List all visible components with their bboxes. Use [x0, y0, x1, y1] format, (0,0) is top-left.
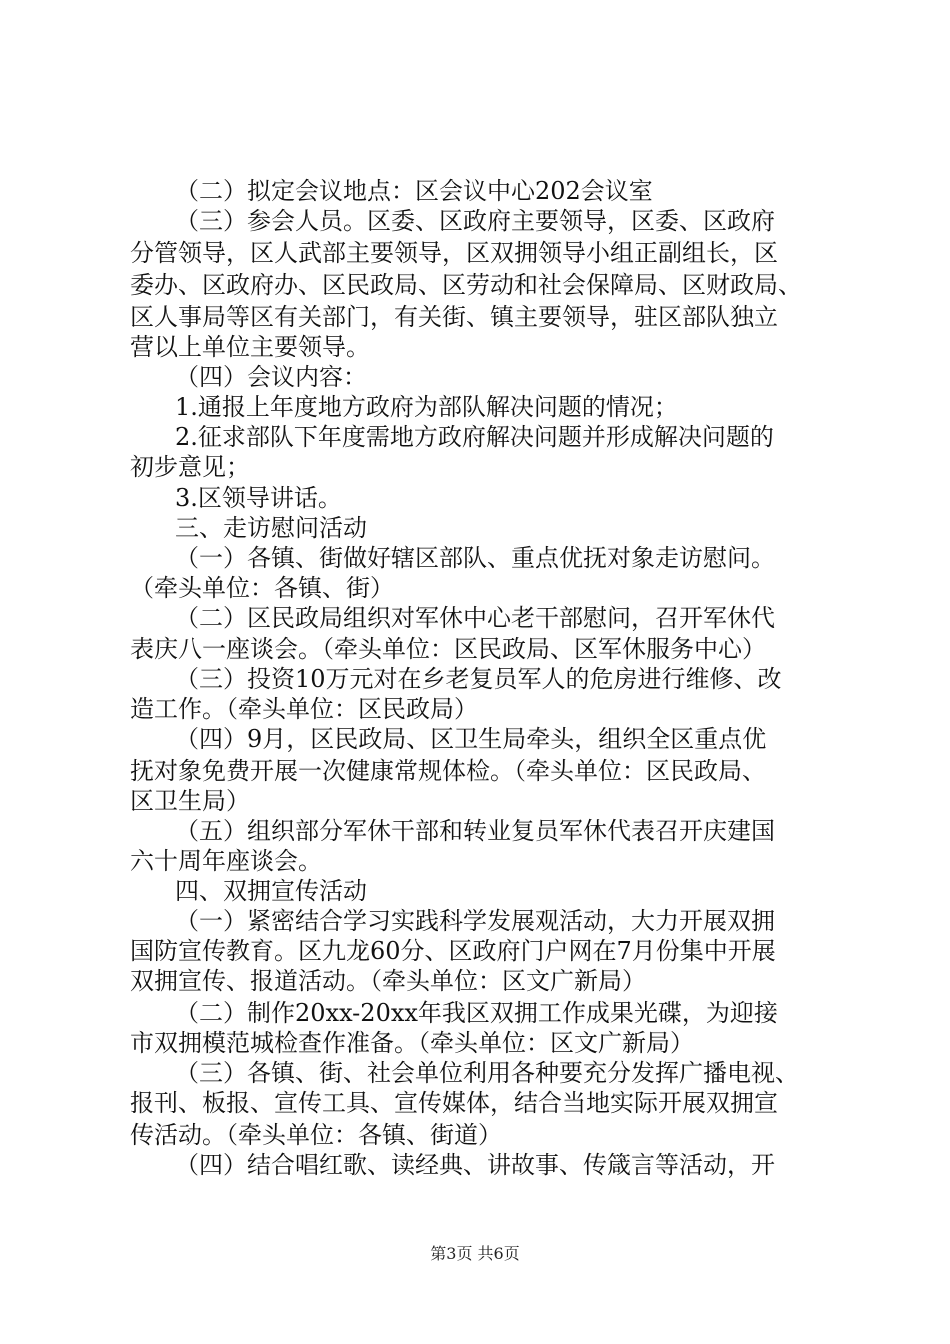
text-line: （一）各镇、街做好辖区部队、重点优抚对象走访慰问。	[175, 544, 775, 572]
text-line: 国防宣传教育。区九龙60分、区政府门户网在7月份集中开展	[130, 937, 776, 965]
text-line: 分管领导，区人武部主要领导，区双拥领导小组正副组长，区	[130, 239, 778, 267]
text-line: （二）拟定会议地点：区会议中心202会议室	[175, 177, 653, 205]
text-line: 区人事局等区有关部门，有关街、镇主要领导，驻区部队独立	[130, 303, 778, 331]
text-line: （二）区民政局组织对军休中心老干部慰问，召开军休代	[175, 604, 775, 632]
section-heading: 三、走访慰问活动	[175, 514, 367, 542]
text-line: （四）结合唱红歌、读经典、讲故事、传箴言等活动，开	[175, 1151, 775, 1179]
text-line: （一）紧密结合学习实践科学发展观活动，大力开展双拥	[175, 907, 775, 935]
page-number-footer: 第3页 共6页	[430, 1244, 520, 1263]
text-line: 1.通报上年度地方政府为部队解决问题的情况；	[175, 393, 678, 421]
text-line: （三）各镇、街、社会单位利用各种要充分发挥广播电视、	[175, 1059, 799, 1087]
text-line: （牵头单位：各镇、街）	[130, 574, 394, 602]
text-line: 传活动。（牵头单位：各镇、街道）	[130, 1121, 502, 1149]
text-line: 2.征求部队下年度需地方政府解决问题并形成解决问题的	[175, 423, 774, 451]
text-line: （四）会议内容：	[175, 363, 367, 391]
text-line: 报刊、板报、宣传工具、宣传媒体，结合当地实际开展双拥宣	[130, 1089, 778, 1117]
text-line: 表庆八一座谈会。（牵头单位：区民政局、区军休服务中心）	[130, 635, 766, 663]
section-heading: 四、双拥宣传活动	[175, 877, 367, 905]
text-line: （二）制作20xx-20xx年我区双拥工作成果光碟，为迎接	[175, 999, 778, 1027]
text-line: （五）组织部分军休干部和转业复员军休代表召开庆建国	[175, 817, 775, 845]
text-line: 委办、区政府办、区民政局、区劳动和社会保障局、区财政局、	[130, 271, 802, 299]
text-line: 抚对象免费开展一次健康常规体检。（牵头单位：区民政局、	[130, 757, 766, 785]
text-line: （三）参会人员。区委、区政府主要领导，区委、区政府	[175, 207, 775, 235]
text-line: 区卫生局）	[130, 787, 250, 815]
text-line: 双拥宣传、报道活动。（牵头单位：区文广新局）	[130, 967, 646, 995]
text-line: （三）投资10万元对在乡老复员军人的危房进行维修、改	[175, 665, 782, 693]
text-line: 营以上单位主要领导。	[130, 333, 370, 361]
text-line: （四）9月，区民政局、区卫生局牵头，组织全区重点优	[175, 725, 767, 753]
text-line: 六十周年座谈会。	[130, 847, 322, 875]
text-line: 市双拥模范城检查作准备。（牵头单位：区文广新局）	[130, 1029, 694, 1057]
text-line: 初步意见；	[130, 453, 250, 481]
text-line: 3.区领导讲话。	[175, 484, 342, 512]
text-line: 造工作。（牵头单位：区民政局）	[130, 695, 478, 723]
